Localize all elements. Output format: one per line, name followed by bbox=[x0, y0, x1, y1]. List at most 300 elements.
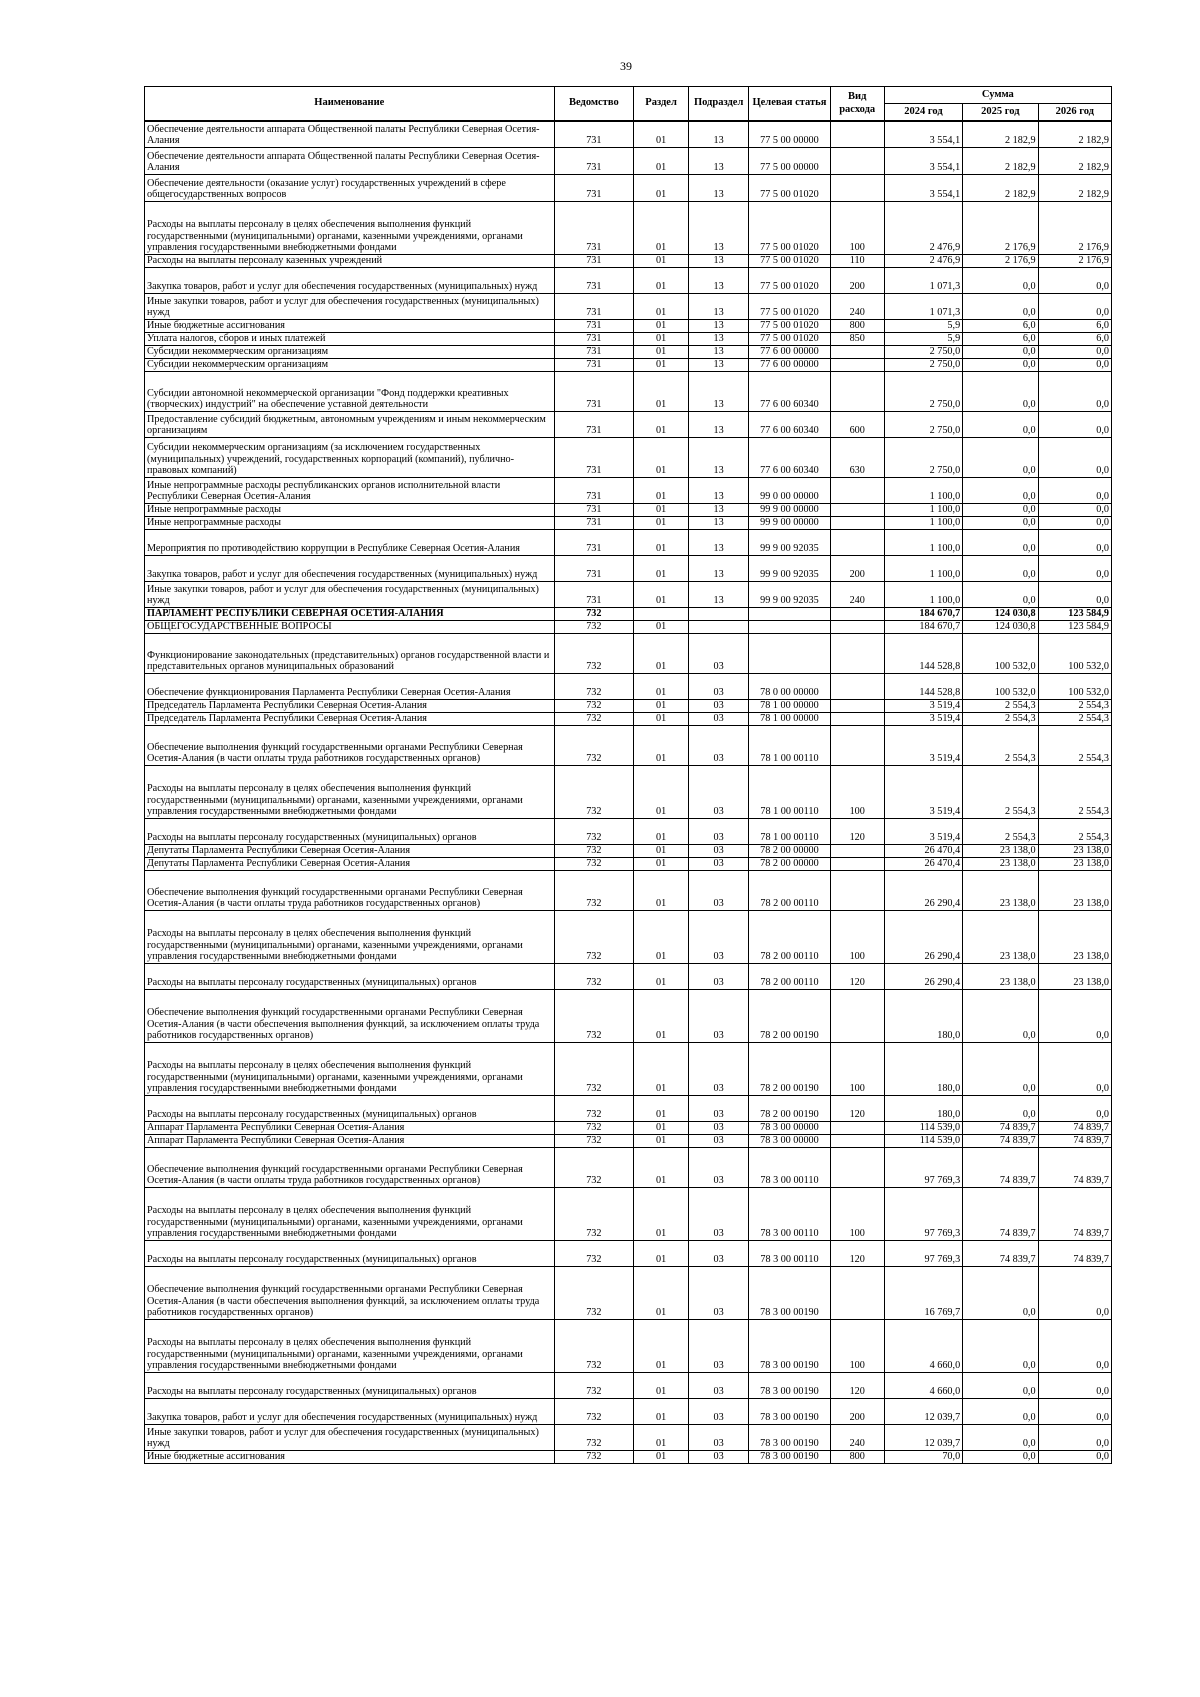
cell-section: 01 bbox=[634, 320, 689, 333]
table-row bbox=[145, 674, 1112, 700]
cell-name: Расходы на выплаты персоналу государственных (муниципальных) органов bbox=[145, 819, 555, 845]
cell-section: 01 bbox=[634, 530, 689, 556]
cell-section: 01 bbox=[634, 294, 689, 320]
cell-name: Расходы на выплаты персоналу в целях обеспечения выполнения функций государственными (муниципальными) органами, казенными учреждениями, органами управления государственными внебюджетными фондами bbox=[145, 1320, 555, 1373]
cell-target: 78 3 00 00110 bbox=[749, 1148, 831, 1188]
cell-kind bbox=[830, 634, 884, 674]
cell-2026: 23 138,0 bbox=[1038, 911, 1111, 964]
cell-2024: 184 670,7 bbox=[884, 608, 962, 621]
cell-2025: 0,0 bbox=[963, 530, 1038, 556]
cell-2026: 0,0 bbox=[1038, 1043, 1111, 1096]
table-row bbox=[145, 121, 1112, 148]
cell-target: 77 6 00 60340 bbox=[749, 412, 831, 438]
cell-target: 77 6 00 60340 bbox=[749, 438, 831, 478]
cell-2024: 2 476,9 bbox=[884, 202, 962, 255]
cell-target: 77 5 00 00000 bbox=[749, 121, 831, 148]
cell-subsection: 13 bbox=[689, 148, 749, 175]
cell-target bbox=[749, 621, 831, 634]
cell-2025: 124 030,8 bbox=[963, 621, 1038, 634]
cell-subsection: 03 bbox=[689, 713, 749, 726]
col-sum-header: Сумма bbox=[884, 87, 1111, 104]
cell-target: 99 9 00 92035 bbox=[749, 582, 831, 608]
cell-section: 01 bbox=[634, 175, 689, 202]
cell-section: 01 bbox=[634, 1320, 689, 1373]
cell-section: 01 bbox=[634, 1122, 689, 1135]
cell-name: Аппарат Парламента Республики Северная Осетия-Алания bbox=[145, 1135, 555, 1148]
table-row bbox=[145, 845, 1112, 858]
cell-name: Закупка товаров, работ и услуг для обеспечения государственных (муниципальных) нужд bbox=[145, 1399, 555, 1425]
cell-dept: 732 bbox=[554, 726, 633, 766]
cell-2025: 2 554,3 bbox=[963, 766, 1038, 819]
cell-2025: 0,0 bbox=[963, 359, 1038, 372]
cell-kind bbox=[830, 990, 884, 1043]
cell-2025: 2 554,3 bbox=[963, 726, 1038, 766]
cell-2024: 3 519,4 bbox=[884, 713, 962, 726]
cell-name: Иные закупки товаров, работ и услуг для обеспечения государственных (муниципальных) нужд bbox=[145, 1425, 555, 1451]
cell-subsection: 03 bbox=[689, 1373, 749, 1399]
cell-name: Иные бюджетные ассигнования bbox=[145, 320, 555, 333]
cell-kind bbox=[830, 517, 884, 530]
cell-2025: 0,0 bbox=[963, 1373, 1038, 1399]
cell-dept: 732 bbox=[554, 990, 633, 1043]
cell-2025: 74 839,7 bbox=[963, 1148, 1038, 1188]
cell-kind bbox=[830, 608, 884, 621]
cell-2026: 2 182,9 bbox=[1038, 148, 1111, 175]
cell-target: 78 2 00 00000 bbox=[749, 858, 831, 871]
table-row bbox=[145, 346, 1112, 359]
cell-2026: 74 839,7 bbox=[1038, 1148, 1111, 1188]
cell-section: 01 bbox=[634, 517, 689, 530]
cell-2024: 4 660,0 bbox=[884, 1320, 962, 1373]
cell-2025: 6,0 bbox=[963, 320, 1038, 333]
cell-2025: 0,0 bbox=[963, 438, 1038, 478]
cell-2024: 26 290,4 bbox=[884, 911, 962, 964]
table-row bbox=[145, 1373, 1112, 1399]
cell-dept: 731 bbox=[554, 320, 633, 333]
cell-section: 01 bbox=[634, 845, 689, 858]
cell-dept: 731 bbox=[554, 412, 633, 438]
col-2024-header: 2024 год bbox=[884, 104, 962, 122]
cell-2025: 100 532,0 bbox=[963, 674, 1038, 700]
cell-2026: 2 176,9 bbox=[1038, 202, 1111, 255]
cell-2026: 0,0 bbox=[1038, 1373, 1111, 1399]
cell-kind bbox=[830, 871, 884, 911]
cell-section: 01 bbox=[634, 333, 689, 346]
cell-dept: 732 bbox=[554, 1267, 633, 1320]
cell-dept: 732 bbox=[554, 871, 633, 911]
cell-dept: 732 bbox=[554, 1399, 633, 1425]
table-row bbox=[145, 1188, 1112, 1241]
table-row bbox=[145, 1399, 1112, 1425]
cell-subsection: 03 bbox=[689, 1399, 749, 1425]
cell-dept: 732 bbox=[554, 1451, 633, 1464]
cell-kind bbox=[830, 359, 884, 372]
cell-section: 01 bbox=[634, 871, 689, 911]
cell-2026: 0,0 bbox=[1038, 1399, 1111, 1425]
cell-2025: 0,0 bbox=[963, 990, 1038, 1043]
cell-2025: 2 182,9 bbox=[963, 148, 1038, 175]
cell-target: 78 2 00 00190 bbox=[749, 1096, 831, 1122]
cell-2026: 74 839,7 bbox=[1038, 1188, 1111, 1241]
cell-subsection bbox=[689, 621, 749, 634]
cell-name: Обеспечение деятельности (оказание услуг) государственных учреждений в сфере общегосударственных вопросов bbox=[145, 175, 555, 202]
cell-subsection: 03 bbox=[689, 1043, 749, 1096]
table-row bbox=[145, 1425, 1112, 1451]
cell-kind bbox=[830, 726, 884, 766]
cell-dept: 731 bbox=[554, 121, 633, 148]
table-row bbox=[145, 1043, 1112, 1096]
cell-subsection: 13 bbox=[689, 255, 749, 268]
cell-2025: 23 138,0 bbox=[963, 845, 1038, 858]
cell-dept: 732 bbox=[554, 634, 633, 674]
cell-name: Иные непрограммные расходы bbox=[145, 504, 555, 517]
cell-2024: 12 039,7 bbox=[884, 1425, 962, 1451]
cell-subsection: 13 bbox=[689, 412, 749, 438]
cell-name: Субсидии некоммерческим организациям bbox=[145, 359, 555, 372]
cell-2026: 74 839,7 bbox=[1038, 1122, 1111, 1135]
cell-2025: 0,0 bbox=[963, 504, 1038, 517]
cell-section: 01 bbox=[634, 1148, 689, 1188]
cell-name: Расходы на выплаты персоналу государственных (муниципальных) органов bbox=[145, 1373, 555, 1399]
cell-target: 77 5 00 01020 bbox=[749, 268, 831, 294]
cell-2024: 180,0 bbox=[884, 990, 962, 1043]
cell-2026: 6,0 bbox=[1038, 333, 1111, 346]
cell-dept: 731 bbox=[554, 372, 633, 412]
cell-dept: 731 bbox=[554, 175, 633, 202]
cell-2024: 3 519,4 bbox=[884, 766, 962, 819]
cell-2024: 1 100,0 bbox=[884, 504, 962, 517]
cell-section: 01 bbox=[634, 819, 689, 845]
cell-2026: 0,0 bbox=[1038, 1320, 1111, 1373]
table-row bbox=[145, 608, 1112, 621]
cell-2026: 0,0 bbox=[1038, 346, 1111, 359]
cell-target: 78 3 00 00110 bbox=[749, 1241, 831, 1267]
cell-subsection: 03 bbox=[689, 911, 749, 964]
cell-section: 01 bbox=[634, 504, 689, 517]
cell-dept: 731 bbox=[554, 346, 633, 359]
cell-kind: 110 bbox=[830, 255, 884, 268]
cell-name: Обеспечение выполнения функций государственными органами Республики Северная Осетия-Алания (в части оплаты труда работников государственных органов) bbox=[145, 1148, 555, 1188]
cell-target: 77 5 00 01020 bbox=[749, 175, 831, 202]
cell-2024: 97 769,3 bbox=[884, 1148, 962, 1188]
cell-2026: 100 532,0 bbox=[1038, 634, 1111, 674]
cell-2026: 0,0 bbox=[1038, 1096, 1111, 1122]
cell-subsection: 13 bbox=[689, 359, 749, 372]
cell-name: ОБЩЕГОСУДАРСТВЕННЫЕ ВОПРОСЫ bbox=[145, 621, 555, 634]
cell-section: 01 bbox=[634, 478, 689, 504]
cell-name: Закупка товаров, работ и услуг для обеспечения государственных (муниципальных) нужд bbox=[145, 268, 555, 294]
cell-section: 01 bbox=[634, 1043, 689, 1096]
cell-2024: 184 670,7 bbox=[884, 621, 962, 634]
cell-dept: 731 bbox=[554, 530, 633, 556]
cell-name: Расходы на выплаты персоналу в целях обеспечения выполнения функций государственными (муниципальными) органами, казенными учреждениями, органами управления государственными внебюджетными фондами bbox=[145, 1043, 555, 1096]
cell-subsection: 13 bbox=[689, 372, 749, 412]
cell-2026: 23 138,0 bbox=[1038, 845, 1111, 858]
cell-name: Расходы на выплаты персоналу государственных (муниципальных) органов bbox=[145, 1096, 555, 1122]
cell-target: 78 1 00 00110 bbox=[749, 726, 831, 766]
cell-section: 01 bbox=[634, 1135, 689, 1148]
cell-2025: 74 839,7 bbox=[963, 1135, 1038, 1148]
cell-section: 01 bbox=[634, 700, 689, 713]
cell-subsection: 03 bbox=[689, 845, 749, 858]
cell-dept: 731 bbox=[554, 517, 633, 530]
cell-section: 01 bbox=[634, 121, 689, 148]
cell-kind bbox=[830, 372, 884, 412]
cell-2025: 0,0 bbox=[963, 582, 1038, 608]
cell-2026: 2 554,3 bbox=[1038, 726, 1111, 766]
cell-2025: 2 176,9 bbox=[963, 202, 1038, 255]
cell-2024: 2 750,0 bbox=[884, 412, 962, 438]
cell-dept: 732 bbox=[554, 1043, 633, 1096]
cell-subsection: 03 bbox=[689, 964, 749, 990]
cell-2024: 3 519,4 bbox=[884, 819, 962, 845]
cell-2026: 0,0 bbox=[1038, 517, 1111, 530]
cell-section: 01 bbox=[634, 713, 689, 726]
col-subsection-header: Подраздел bbox=[689, 87, 749, 122]
cell-2025: 0,0 bbox=[963, 478, 1038, 504]
cell-target: 99 9 00 00000 bbox=[749, 504, 831, 517]
cell-target: 77 5 00 01020 bbox=[749, 255, 831, 268]
cell-section: 01 bbox=[634, 1399, 689, 1425]
cell-target: 99 9 00 00000 bbox=[749, 517, 831, 530]
cell-target: 77 5 00 01020 bbox=[749, 202, 831, 255]
cell-section: 01 bbox=[634, 346, 689, 359]
cell-section: 01 bbox=[634, 964, 689, 990]
cell-name: Предоставление субсидий бюджетным, автономным учреждениям и иным некоммерческим организациям bbox=[145, 412, 555, 438]
cell-dept: 731 bbox=[554, 504, 633, 517]
cell-target: 77 5 00 01020 bbox=[749, 333, 831, 346]
cell-dept: 731 bbox=[554, 268, 633, 294]
cell-2025: 0,0 bbox=[963, 268, 1038, 294]
cell-2024: 1 100,0 bbox=[884, 582, 962, 608]
cell-2026: 23 138,0 bbox=[1038, 871, 1111, 911]
cell-subsection: 13 bbox=[689, 346, 749, 359]
cell-subsection: 03 bbox=[689, 1135, 749, 1148]
cell-kind bbox=[830, 148, 884, 175]
cell-target: 78 3 00 00190 bbox=[749, 1267, 831, 1320]
cell-section: 01 bbox=[634, 202, 689, 255]
cell-target: 78 2 00 00110 bbox=[749, 911, 831, 964]
cell-name: Расходы на выплаты персоналу в целях обеспечения выполнения функций государственными (муниципальными) органами, казенными учреждениями, органами управления государственными внебюджетными фондами bbox=[145, 1188, 555, 1241]
cell-2025: 0,0 bbox=[963, 1425, 1038, 1451]
cell-2026: 0,0 bbox=[1038, 504, 1111, 517]
cell-kind: 200 bbox=[830, 1399, 884, 1425]
cell-dept: 732 bbox=[554, 845, 633, 858]
cell-dept: 732 bbox=[554, 1096, 633, 1122]
cell-dept: 732 bbox=[554, 766, 633, 819]
cell-subsection: 13 bbox=[689, 320, 749, 333]
table-row bbox=[145, 1122, 1112, 1135]
cell-kind: 240 bbox=[830, 1425, 884, 1451]
cell-section: 01 bbox=[634, 911, 689, 964]
table-row bbox=[145, 1148, 1112, 1188]
cell-2024: 2 750,0 bbox=[884, 359, 962, 372]
cell-2026: 0,0 bbox=[1038, 359, 1111, 372]
cell-name: Обеспечение деятельности аппарата Общественной палаты Республики Северная Осетия-Алания bbox=[145, 148, 555, 175]
cell-subsection: 03 bbox=[689, 858, 749, 871]
cell-name: Аппарат Парламента Республики Северная Осетия-Алания bbox=[145, 1122, 555, 1135]
cell-2024: 1 071,3 bbox=[884, 268, 962, 294]
cell-2024: 3 519,4 bbox=[884, 726, 962, 766]
cell-name: Депутаты Парламента Республики Северная Осетия-Алания bbox=[145, 858, 555, 871]
cell-dept: 732 bbox=[554, 1373, 633, 1399]
cell-kind: 100 bbox=[830, 1188, 884, 1241]
cell-target: 78 2 00 00110 bbox=[749, 964, 831, 990]
cell-kind bbox=[830, 121, 884, 148]
cell-2025: 0,0 bbox=[963, 1320, 1038, 1373]
cell-2024: 114 539,0 bbox=[884, 1135, 962, 1148]
cell-2026: 74 839,7 bbox=[1038, 1241, 1111, 1267]
cell-section: 01 bbox=[634, 1373, 689, 1399]
table-row bbox=[145, 556, 1112, 582]
cell-name: Председатель Парламента Республики Северная Осетия-Алания bbox=[145, 700, 555, 713]
cell-subsection: 13 bbox=[689, 294, 749, 320]
cell-2024: 3 554,1 bbox=[884, 121, 962, 148]
cell-2024: 12 039,7 bbox=[884, 1399, 962, 1425]
cell-kind: 200 bbox=[830, 268, 884, 294]
cell-2024: 3 554,1 bbox=[884, 148, 962, 175]
cell-subsection: 13 bbox=[689, 530, 749, 556]
cell-section: 01 bbox=[634, 412, 689, 438]
cell-kind bbox=[830, 175, 884, 202]
table-row bbox=[145, 478, 1112, 504]
cell-subsection: 03 bbox=[689, 1096, 749, 1122]
cell-subsection: 03 bbox=[689, 674, 749, 700]
cell-target: 77 6 00 00000 bbox=[749, 346, 831, 359]
cell-2026: 6,0 bbox=[1038, 320, 1111, 333]
table-row bbox=[145, 621, 1112, 634]
cell-kind bbox=[830, 1122, 884, 1135]
cell-2026: 2 554,3 bbox=[1038, 766, 1111, 819]
cell-subsection: 03 bbox=[689, 766, 749, 819]
cell-dept: 732 bbox=[554, 1241, 633, 1267]
cell-kind bbox=[830, 1267, 884, 1320]
cell-2024: 2 750,0 bbox=[884, 372, 962, 412]
cell-2024: 97 769,3 bbox=[884, 1241, 962, 1267]
cell-kind: 120 bbox=[830, 1241, 884, 1267]
cell-2024: 114 539,0 bbox=[884, 1122, 962, 1135]
cell-dept: 731 bbox=[554, 359, 633, 372]
budget-table bbox=[144, 86, 1112, 1464]
table-row bbox=[145, 294, 1112, 320]
cell-dept: 731 bbox=[554, 148, 633, 175]
cell-target: 78 2 00 00000 bbox=[749, 845, 831, 858]
cell-dept: 732 bbox=[554, 1148, 633, 1188]
cell-subsection: 03 bbox=[689, 1425, 749, 1451]
cell-target: 77 5 00 01020 bbox=[749, 320, 831, 333]
cell-target: 78 0 00 00000 bbox=[749, 674, 831, 700]
cell-subsection: 03 bbox=[689, 1188, 749, 1241]
cell-target: 78 2 00 00110 bbox=[749, 871, 831, 911]
cell-dept: 731 bbox=[554, 294, 633, 320]
cell-2025: 2 554,3 bbox=[963, 700, 1038, 713]
table-row bbox=[145, 175, 1112, 202]
cell-2025: 0,0 bbox=[963, 1043, 1038, 1096]
cell-kind: 630 bbox=[830, 438, 884, 478]
cell-name: ПАРЛАМЕНТ РЕСПУБЛИКИ СЕВЕРНАЯ ОСЕТИЯ-АЛАНИЯ bbox=[145, 608, 555, 621]
cell-target: 78 3 00 00190 bbox=[749, 1425, 831, 1451]
cell-target: 77 5 00 01020 bbox=[749, 294, 831, 320]
cell-dept: 732 bbox=[554, 608, 633, 621]
cell-2025: 0,0 bbox=[963, 1267, 1038, 1320]
cell-subsection: 03 bbox=[689, 1451, 749, 1464]
cell-2024: 1 100,0 bbox=[884, 517, 962, 530]
cell-name: Закупка товаров, работ и услуг для обеспечения государственных (муниципальных) нужд bbox=[145, 556, 555, 582]
cell-2026: 100 532,0 bbox=[1038, 674, 1111, 700]
cell-target: 99 9 00 92035 bbox=[749, 556, 831, 582]
cell-kind bbox=[830, 346, 884, 359]
cell-kind: 100 bbox=[830, 1043, 884, 1096]
cell-2025: 74 839,7 bbox=[963, 1241, 1038, 1267]
cell-2024: 26 470,4 bbox=[884, 858, 962, 871]
cell-2024: 26 290,4 bbox=[884, 964, 962, 990]
cell-2024: 2 750,0 bbox=[884, 438, 962, 478]
cell-subsection: 13 bbox=[689, 175, 749, 202]
table-row bbox=[145, 582, 1112, 608]
cell-kind: 120 bbox=[830, 1373, 884, 1399]
cell-2025: 2 182,9 bbox=[963, 121, 1038, 148]
cell-name: Расходы на выплаты персоналу государственных (муниципальных) органов bbox=[145, 1241, 555, 1267]
cell-2024: 180,0 bbox=[884, 1043, 962, 1096]
cell-name: Председатель Парламента Республики Северная Осетия-Алания bbox=[145, 713, 555, 726]
cell-target bbox=[749, 608, 831, 621]
cell-section: 01 bbox=[634, 726, 689, 766]
table-row bbox=[145, 333, 1112, 346]
cell-section: 01 bbox=[634, 1425, 689, 1451]
cell-section: 01 bbox=[634, 621, 689, 634]
cell-dept: 732 bbox=[554, 819, 633, 845]
cell-name: Субсидии автономной некоммерческой организации "Фонд поддержки креативных (творческих) индустрий" на обеспечение уставной деятельности bbox=[145, 372, 555, 412]
cell-2025: 2 176,9 bbox=[963, 255, 1038, 268]
cell-subsection: 03 bbox=[689, 819, 749, 845]
cell-dept: 731 bbox=[554, 582, 633, 608]
cell-2025: 2 554,3 bbox=[963, 713, 1038, 726]
cell-section: 01 bbox=[634, 1267, 689, 1320]
col-2025-header: 2025 год bbox=[963, 104, 1038, 122]
cell-section: 01 bbox=[634, 1451, 689, 1464]
cell-2025: 0,0 bbox=[963, 346, 1038, 359]
cell-kind bbox=[830, 1148, 884, 1188]
cell-2026: 0,0 bbox=[1038, 268, 1111, 294]
cell-kind: 120 bbox=[830, 1096, 884, 1122]
cell-name: Иные бюджетные ассигнования bbox=[145, 1451, 555, 1464]
cell-kind bbox=[830, 1135, 884, 1148]
cell-kind bbox=[830, 700, 884, 713]
cell-2025: 74 839,7 bbox=[963, 1122, 1038, 1135]
table-row bbox=[145, 990, 1112, 1043]
cell-2025: 100 532,0 bbox=[963, 634, 1038, 674]
cell-dept: 731 bbox=[554, 333, 633, 346]
cell-2026: 2 182,9 bbox=[1038, 121, 1111, 148]
cell-2024: 5,9 bbox=[884, 333, 962, 346]
cell-target: 78 3 00 00000 bbox=[749, 1135, 831, 1148]
table-row bbox=[145, 255, 1112, 268]
cell-subsection: 03 bbox=[689, 1267, 749, 1320]
cell-kind: 200 bbox=[830, 556, 884, 582]
cell-target bbox=[749, 634, 831, 674]
cell-section: 01 bbox=[634, 1241, 689, 1267]
cell-2024: 1 100,0 bbox=[884, 530, 962, 556]
cell-2024: 4 660,0 bbox=[884, 1373, 962, 1399]
cell-2026: 0,0 bbox=[1038, 1267, 1111, 1320]
cell-2026: 0,0 bbox=[1038, 294, 1111, 320]
cell-section: 01 bbox=[634, 268, 689, 294]
cell-2025: 23 138,0 bbox=[963, 911, 1038, 964]
col-kind-header: Вид расхода bbox=[830, 87, 884, 122]
cell-section: 01 bbox=[634, 148, 689, 175]
cell-name: Расходы на выплаты персоналу казенных учреждений bbox=[145, 255, 555, 268]
cell-target: 77 6 00 60340 bbox=[749, 372, 831, 412]
